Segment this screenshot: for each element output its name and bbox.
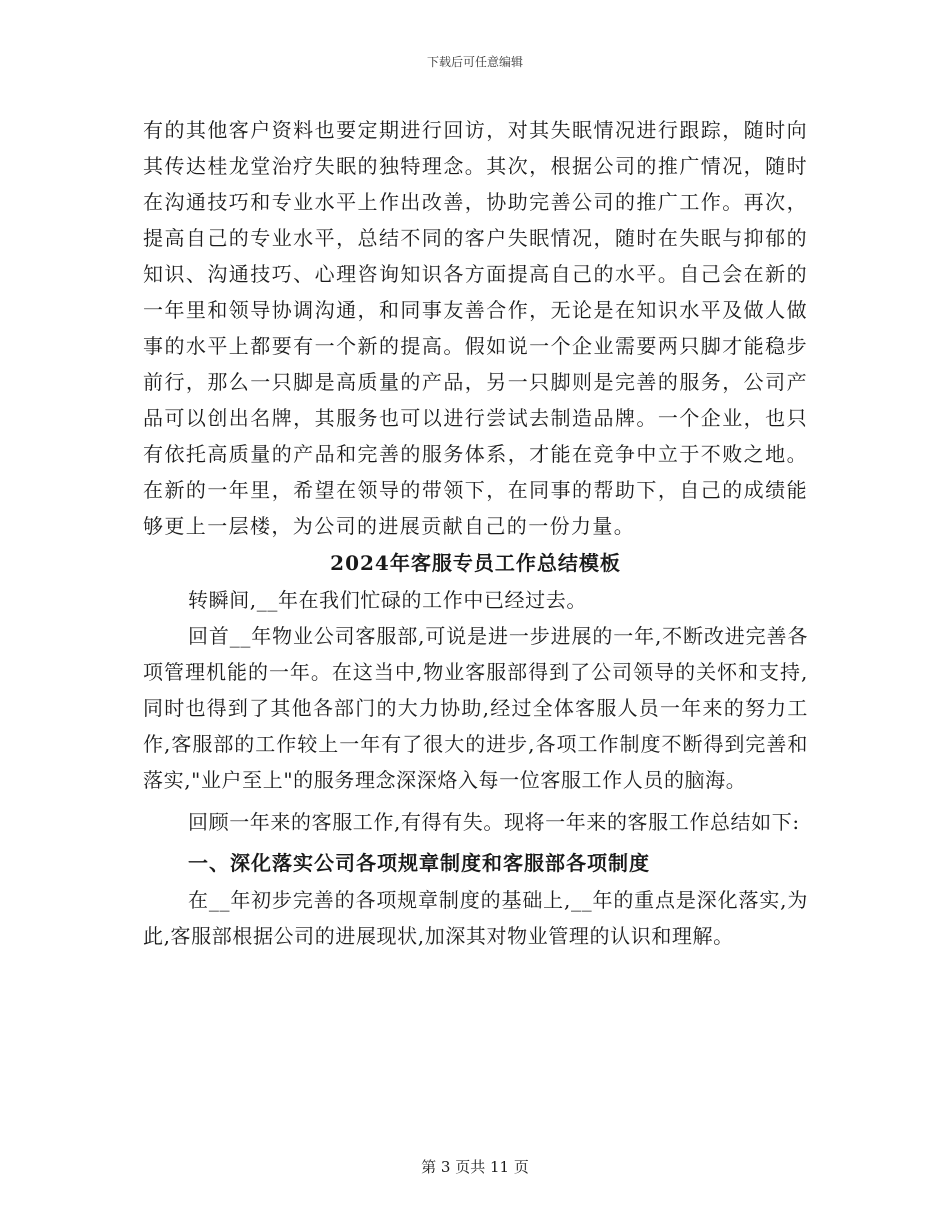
- page-header: 下载后可任意编辑: [426, 55, 523, 69]
- section-1-heading: 一、深化落实公司各项规章制度和客服部各项制度: [188, 851, 650, 875]
- paragraph-1: 转瞬间,__年在我们忙碌的工作中已经过去。: [188, 588, 587, 612]
- paragraph-4: 在__年初步完善的各项规章制度的基础上,__年的重点是深化落实,为此,客服部根据公司的进展现状,加深其对物业管理的认识和理解。: [143, 888, 808, 948]
- paragraph-2: 回首__年物业公司客服部,可说是进一步进展的一年,不断改进完善各项管理机能的一年。在这当中,物业客服部得到了公司领导的关怀和支持,同时也得到了其他各部门的大力协助,经过全体客服人员一年来的努力工作,客服部的工作较上一年有了很大的进步,各项工作制度不断得到完善和落实,"业户至上"的服务理念深深烙入每一位客服工作人员的脑海。: [143, 624, 808, 792]
- document-body: [143, 112, 808, 954]
- intro-paragraph: 有的其他客户资料也要定期进行回访，对其失眠情况进行跟踪，随时向其传达桂龙堂治疗失眠的独特理念。其次，根据公司的推广情况，随时在沟通技巧和专业水平上作出改善，协助完善公司的推广工作。再次，提高自己的专业水平，总结不同的客户失眠情况，随时在失眠与抑郁的知识、沟通技巧、心理咨询知识各方面提高自己的水平。自己会在新的一年里和领导协调沟通，和同事友善合作，无论是在知识水平及做人做事的水平上都要有一个新的提高。假如说一个企业需要两只脚才能稳步前行，那么一只脚是高质量的产品，另一只脚则是完善的服务，公司产品可以创出名牌，其服务也可以进行尝试去制造品牌。一个企业，也只有依托高质量的产品和完善的服务体系，才能在竞争中立于不败之地。在新的一年里，希望在领导的带领下，在同事的帮助下，自己的成绩能够更上一层楼，为公司的进展贡献自己的一份力量。: [143, 118, 808, 538]
- page-number: 第 3 页共 11 页: [421, 1158, 529, 1176]
- document-title: 2024年客服专员工作总结模板: [330, 551, 621, 575]
- paragraph-3: 回顾一年来的客服工作,有得有失。现将一年来的客服工作总结如下:: [188, 810, 800, 834]
